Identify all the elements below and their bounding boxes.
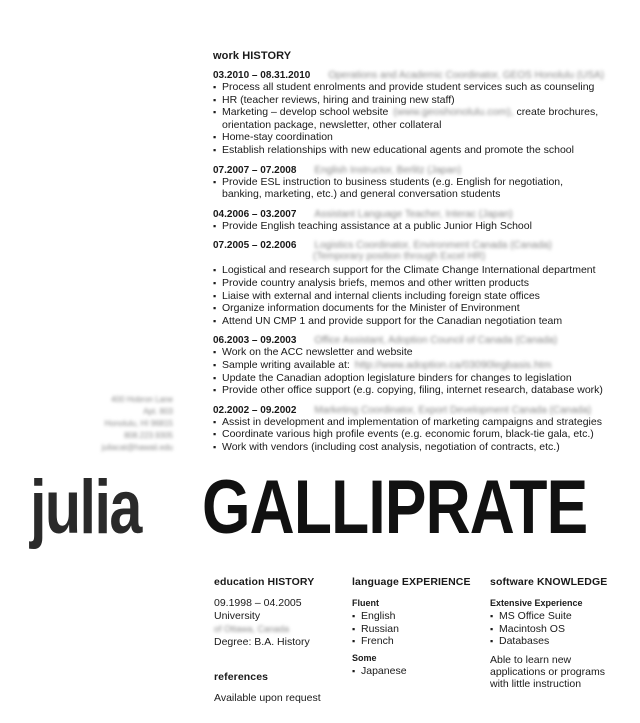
job-dates: 07.2007 – 07.2008 (213, 164, 297, 176)
software-section (490, 576, 630, 690)
job-bullet: ▪ Logistical and research support for the Climate Change International department (213, 264, 633, 277)
job-entry (213, 405, 633, 454)
job-bullet-text: Sample writing available at: (222, 358, 350, 371)
job-position: Operations and Academic Coordinator, GEOS Honolulu (USA) (328, 70, 605, 81)
language-section (352, 576, 482, 677)
education-school: University (214, 610, 261, 622)
website-link[interactable]: (www.geoshonolulu.com), (393, 106, 514, 119)
references-title: references (214, 671, 269, 683)
education-section (214, 576, 344, 705)
job-bullet: ▪ Work with vendors (including cost analysis, negotiation of contracts, etc.) (213, 441, 633, 454)
software-item: ▪ MS Office Suite (490, 610, 630, 623)
job-position: Assistant Language Teacher, Interac (Japan) (314, 208, 513, 220)
job-position: Logistics Coordinator, Environment Canada (Canada) (314, 240, 552, 252)
email-address: juliacat@hawaii.edu (101, 443, 173, 452)
job-bullet: ▪ Assist in development and implementation of marketing campaigns and strategies (213, 416, 633, 429)
job-position: Marketing Coordinator, Export Development Canada (Canada) (314, 404, 592, 416)
job-bullet: ▪ Provide other office support (e.g. copying, filing, internet research, database work) (213, 384, 633, 397)
sample-writing-link[interactable]: http://www.adoption.ca/03090legbasis.htm (354, 358, 552, 371)
software-note-line: applications or programs (490, 665, 605, 678)
education-dates: 09.1998 – 04.2005 (214, 597, 302, 609)
job-bullet: ▪ Provide country analysis briefs, memos and other written products (213, 277, 633, 290)
job-header (213, 405, 633, 416)
job-dates: 02.2002 – 09.2002 (213, 404, 297, 416)
language-item: ▪ English (352, 610, 482, 623)
work-history-section (213, 50, 633, 461)
resume-name (30, 465, 588, 550)
job-bullet: ▪ Liaise with external and internal clients including foreign state offices (213, 290, 633, 303)
job-header (213, 209, 633, 220)
job-dates: 07.2005 – 02.2006 (213, 240, 297, 252)
job-bullet: ▪ Home-stay coordination (213, 131, 633, 144)
job-header (213, 165, 633, 176)
job-header (213, 70, 633, 81)
job-header (213, 335, 633, 346)
job-entry (213, 165, 633, 201)
software-note-line: Able to learn new (490, 653, 572, 666)
language-item: ▪ Japanese (352, 665, 482, 678)
phone-number: 808.223.9305 (124, 431, 173, 440)
software-label: Extensive Experience (490, 598, 583, 608)
education-school-name: of Ottawa, Canada (214, 624, 290, 634)
education-degree: Degree: B.A. History (214, 636, 310, 648)
job-dates: 06.2003 – 09.2003 (213, 335, 297, 347)
work-history-title: work HISTORY (213, 50, 292, 62)
job-entry (213, 209, 633, 233)
language-title: language EXPERIENCE (352, 576, 471, 588)
job-position: English Instructor, Berlitz (Japan) (314, 164, 462, 176)
job-bullet-text: create brochures, (516, 106, 599, 119)
job-bullet: ▪ Attend UN CMP 1 and provide support for the Canadian negotiation team (213, 315, 633, 328)
some-label: Some (352, 652, 377, 663)
education-title: education HISTORY (214, 576, 315, 588)
job-bullet: ▪ Establish relationships with new educational agents and promote the school (213, 144, 633, 157)
job-bullet-text: Provide ESL instruction to business students (e.g. English for negotiation, (222, 175, 564, 188)
last-name: GALLIPRATE (202, 465, 588, 550)
language-item: ▪ French (352, 635, 482, 648)
address-line: Honolulu, HI 96815 (104, 419, 173, 428)
job-position-note: (Temporary position through Excel HR) (313, 251, 486, 263)
job-bullet (213, 106, 633, 131)
job-bullet-cont: banking, marketing, etc.) and general conversation students (222, 188, 501, 201)
software-title: software KNOWLEDGE (490, 576, 608, 588)
job-bullet: ▪ Provide English teaching assistance at a public Junior High School (213, 220, 633, 233)
first-name: julia (30, 465, 141, 550)
job-bullet-text: Marketing – develop school website (222, 106, 389, 119)
address-line: 400 Hobron Lane (111, 395, 173, 404)
contact-address (60, 394, 173, 454)
references-text: Available upon request (214, 692, 321, 704)
software-note-line: with little instruction (490, 677, 582, 690)
software-item: ▪ Macintosh OS (490, 623, 630, 636)
job-entry (213, 335, 633, 396)
job-bullet: ▪ Process all student enrolments and provide student services such as counseling (213, 81, 633, 94)
job-bullet: ▪ HR (teacher reviews, hiring and training new staff) (213, 94, 633, 107)
job-dates: 04.2006 – 03.2007 (213, 208, 297, 220)
job-bullet: ▪ Update the Canadian adoption legislature binders for changes to legislation (213, 372, 633, 385)
job-bullet: ▪ Coordinate various high profile events (e.g. economic forum, black-tie gala, etc.) (213, 428, 633, 441)
job-entry (213, 70, 633, 157)
fluent-label: Fluent (352, 598, 379, 608)
job-header-cont (213, 251, 633, 262)
job-entry (213, 240, 633, 327)
job-dates: 03.2010 – 08.31.2010 (213, 70, 311, 81)
software-item: ▪ Databases (490, 635, 630, 648)
education-dates-line (214, 597, 344, 623)
job-bullet (213, 359, 633, 372)
job-header (213, 240, 633, 251)
job-bullet: ▪ Work on the ACC newsletter and website (213, 346, 633, 359)
address-line: Apt. 803 (143, 407, 173, 416)
job-bullet-cont: orientation package, newsletter, other collateral (222, 118, 442, 131)
job-bullet: ▪ Organize information documents for the Minister of Environment (213, 302, 633, 315)
language-item: ▪ Russian (352, 623, 482, 636)
job-position: Office Assistant, Adoption Council of Canada (Canada) (314, 335, 558, 347)
software-note (490, 654, 630, 690)
job-bullet (213, 176, 633, 201)
